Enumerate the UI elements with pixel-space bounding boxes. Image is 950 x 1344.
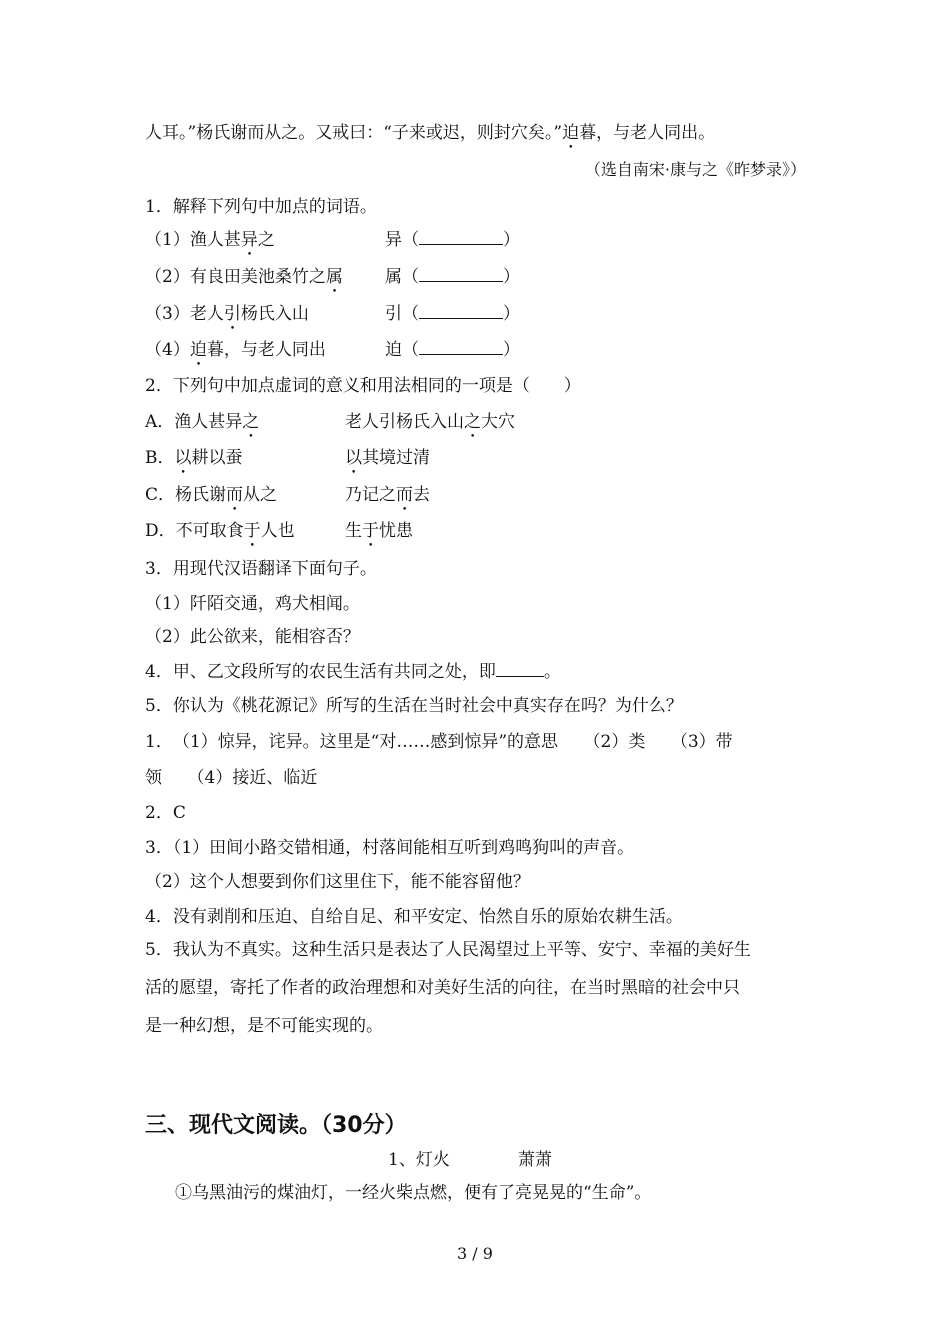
item-text: 暮，与老人同出 xyxy=(206,340,326,360)
option-text: D．不可取食 xyxy=(145,521,244,541)
dotted-word: 而 xyxy=(396,485,413,505)
answer-word: 迫 xyxy=(385,340,402,360)
q2-option-d-compare xyxy=(345,519,413,551)
dotted-word: 以 xyxy=(345,448,362,468)
q1-item-3 xyxy=(145,302,309,334)
answer-1-line-2: 领 （4）接近、临近 xyxy=(145,768,318,788)
q3-stem: 3．用现代汉语翻译下面句子。 xyxy=(145,559,377,579)
q2-option-a xyxy=(145,410,259,442)
q1-item-4 xyxy=(145,338,326,370)
q1-answer-3 xyxy=(385,302,520,326)
answer-word: 异 xyxy=(385,230,402,250)
item-text: （4） xyxy=(145,340,190,360)
passage-text: 人耳。”杨氏谢而从之。又戒曰：“子来或迟，则封穴矣。” xyxy=(145,123,563,143)
q2-option-d xyxy=(145,519,295,551)
paren: （ xyxy=(402,230,419,250)
q1-answer-2 xyxy=(385,265,520,289)
answer-blank[interactable] xyxy=(419,340,503,355)
answer-3-2: （2）这个人想要到你们这里住下，能不能容留他？ xyxy=(145,872,530,892)
q2-option-b-compare xyxy=(345,446,430,478)
paren: （ xyxy=(402,340,419,360)
dotted-word: 而 xyxy=(226,485,244,505)
dotted-word: 以 xyxy=(174,448,192,468)
answer-5-line-1: 5．我认为不真实。这种生活只是表达了人民渴望过上平等、安宁、幸福的美好生 xyxy=(145,940,751,960)
answer-blank[interactable] xyxy=(419,304,503,319)
option-text: 耕以蚕 xyxy=(191,448,243,468)
answer-4: 4．没有剥削和压迫、自给自足、和平安定、怡然自乐的原始农耕生活。 xyxy=(145,907,683,927)
paren: ） xyxy=(503,304,520,324)
option-text: C．杨氏谢 xyxy=(145,485,227,505)
item-text: （2）有良田美池桑竹之 xyxy=(145,267,326,287)
option-text: B． xyxy=(145,448,175,468)
option-text: 乃记之 xyxy=(345,485,396,505)
dotted-word: 于 xyxy=(243,521,261,541)
dotted-word: 迫 xyxy=(189,340,207,360)
q1-item-1 xyxy=(145,228,275,260)
section-heading: 三、现代文阅读。（30分） xyxy=(145,1113,407,1138)
passage-tail-line xyxy=(145,121,715,153)
q4-stem xyxy=(145,660,561,684)
answer-blank[interactable] xyxy=(419,267,503,282)
q1-stem: 1．解释下列句中加点的词语。 xyxy=(145,197,377,217)
item-text: 杨氏入山 xyxy=(240,304,309,324)
q4-text: 4．甲、乙文段所写的农民生活有共同之处，即 xyxy=(145,662,496,682)
q5-stem: 5．你认为《桃花源记》所写的生活在当时社会中真实存在吗？为什么？ xyxy=(145,696,683,716)
paren: ） xyxy=(503,267,520,287)
dotted-word: 迫 xyxy=(562,123,580,143)
paren: ） xyxy=(503,340,520,360)
q1-answer-4 xyxy=(385,338,520,362)
passage-text-end: 暮，与老人同出。 xyxy=(579,123,716,143)
page-number: 3 / 9 xyxy=(457,1244,493,1263)
paren: （ xyxy=(402,304,419,324)
passage-source: （选自南宋·康与之《昨梦录》） xyxy=(584,160,806,179)
q3-sentence-2: （2）此公欲来，能相容否？ xyxy=(145,627,360,647)
q3-sentence-1: （1）阡陌交通，鸡犬相闻。 xyxy=(145,594,360,614)
q2-option-b xyxy=(145,446,243,478)
option-text: 人也 xyxy=(260,521,295,541)
paren: ） xyxy=(503,230,520,250)
answer-word: 属 xyxy=(385,267,402,287)
option-text: 其境过清 xyxy=(362,448,430,468)
item-text: （3）老人 xyxy=(145,304,224,324)
option-text: 从之 xyxy=(243,485,278,505)
answer-3-1: 3．（1）田间小路交错相通，村落间能相互听到鸡鸣狗叫的声音。 xyxy=(145,838,635,858)
dotted-word: 之 xyxy=(242,412,260,432)
q1-answer-1 xyxy=(385,228,520,252)
dotted-word: 异 xyxy=(240,230,258,250)
option-text: 大穴 xyxy=(481,412,515,432)
dotted-word: 引 xyxy=(223,304,241,324)
article-paragraph-1: ①乌黑油污的煤油灯，一经火柴点燃，便有了亮晃晃的“生命”。 xyxy=(175,1183,652,1203)
q1-item-2 xyxy=(145,265,343,297)
q2-option-c-compare xyxy=(345,483,430,515)
item-text: 之 xyxy=(257,230,275,250)
option-text: A．渔人甚异 xyxy=(145,412,243,432)
dotted-word: 于 xyxy=(362,521,379,541)
answer-word: 引 xyxy=(385,304,402,324)
option-text: 去 xyxy=(413,485,430,505)
article-title: 1、灯火 萧萧 xyxy=(388,1150,552,1170)
q2-stem: 2．下列句中加点虚词的意义和用法相同的一项是（ ） xyxy=(145,376,581,396)
item-text: （1）渔人甚 xyxy=(145,230,241,250)
dotted-word: 属 xyxy=(325,267,343,287)
option-text: 忧患 xyxy=(379,521,413,541)
answer-5-line-2: 活的愿望，寄托了作者的政治理想和对美好生活的向往，在当时黑暗的社会中只 xyxy=(145,978,740,998)
option-text: 老人引杨氏入山 xyxy=(345,412,464,432)
answer-blank[interactable] xyxy=(496,662,544,677)
q2-option-a-compare xyxy=(345,410,515,442)
answer-2: 2．C xyxy=(145,803,186,823)
answer-blank[interactable] xyxy=(419,230,503,245)
answer-1-line-1: 1． （1）惊异，诧异。这里是“对……感到惊异”的意思 （2）类 （3）带 xyxy=(145,732,733,752)
dotted-word: 之 xyxy=(464,412,481,432)
q4-text-end: 。 xyxy=(543,662,561,682)
paren: （ xyxy=(402,267,419,287)
answer-5-line-3: 是一种幻想，是不可能实现的。 xyxy=(145,1016,383,1036)
option-text: 生 xyxy=(345,521,362,541)
q2-option-c xyxy=(145,483,277,515)
